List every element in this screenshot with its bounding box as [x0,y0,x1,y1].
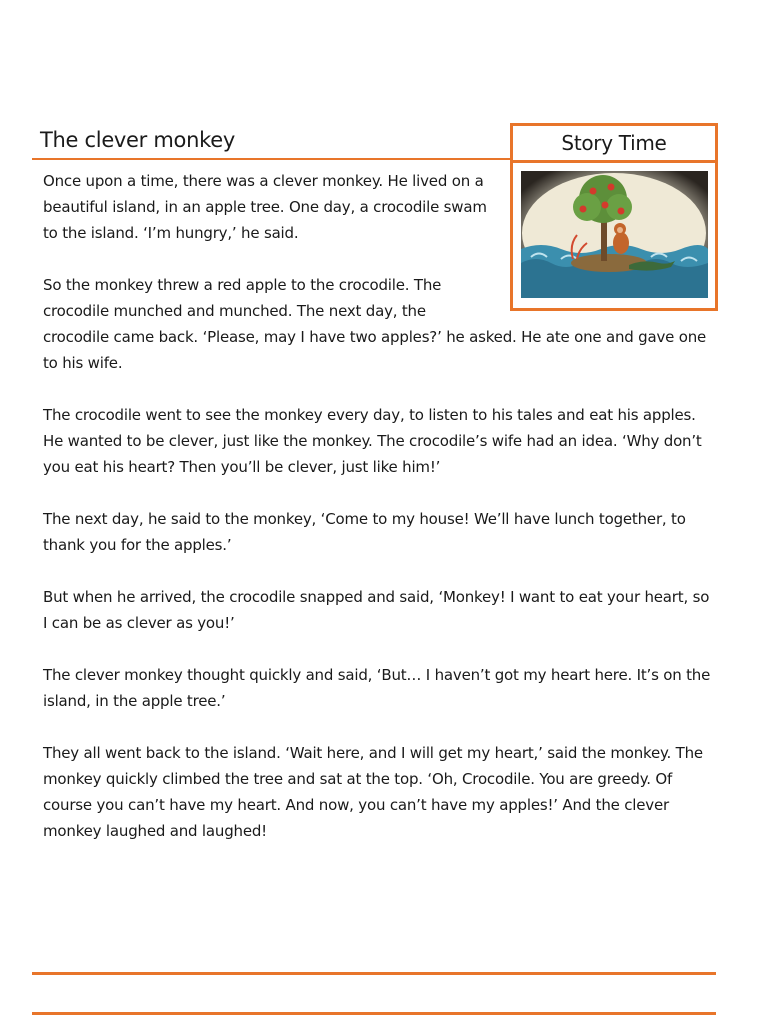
story-paragraph: They all went back to the island. ‘Wait here, and I will get my heart,’ said the monkey. The monkey quickly climbed the tree and sat at the top. ‘Oh, Crocodile. You are greedy. Of course you can’t have my heart. And now, you can’t have my apples!’ And the clever monkey laughed and laughed! [43,744,703,840]
story-text [43,168,713,870]
story-paragraph: Once upon a time, there was a clever monkey. He lived on a beautiful island, in an apple tree. One day, a crocodile swam to the island. ‘I’m hungry,’ he said. [43,172,487,242]
title-divider [32,158,512,160]
story-time-label: Story Time [513,126,715,163]
story-paragraph: The crocodile went to see the monkey every day, to listen to his tales and eat his apples. He wanted to be clever, just like the monkey. The crocodile’s wife had an idea. ‘Why don’t you eat his heart? Then you’ll be clever, just like him!’ [43,406,702,476]
story-paragraph-part: So the monkey threw a red apple to the crocodile. The crocodile munched and munched. The next day, the [43,276,442,320]
footer-divider [32,972,716,975]
story-paragraph: But when he arrived, the crocodile snapped and said, ‘Monkey! I want to eat your heart, so I can be as clever as you!’ [43,588,710,632]
story-paragraph: The next day, he said to the monkey, ‘Come to my house! We’ll have lunch together, to thank you for the apples.’ [43,510,686,554]
story-paragraph: The clever monkey thought quickly and said, ‘But… I haven’t got my heart here. It’s on the island, in the apple tree.’ [43,666,711,710]
story-paragraph [43,272,713,376]
page-title: The clever monkey [40,128,235,152]
footer-divider [32,1012,716,1015]
story-paragraph-part: crocodile came back. ‘Please, may I have two apples?’ he asked. He ate one and gave one to his wife. [43,328,707,372]
